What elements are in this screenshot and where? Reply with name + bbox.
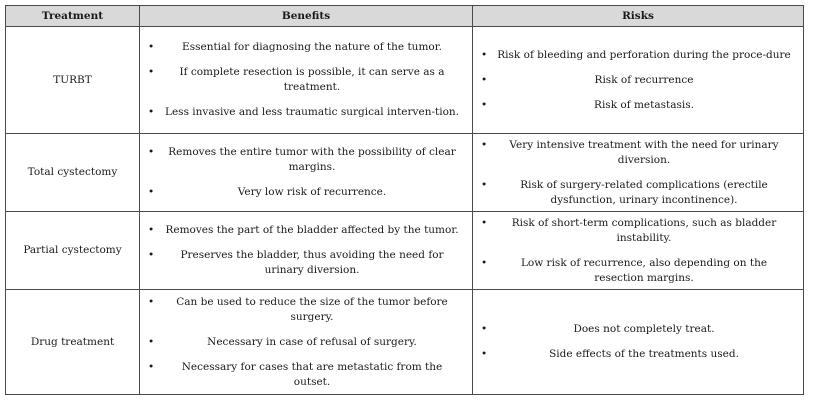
- risks-list: [481, 322, 795, 362]
- list-item: • Very low risk of recurrence.: [148, 185, 464, 200]
- list-item: • Necessary in case of refusal of surgery.: [148, 335, 464, 350]
- risks-cell: [473, 290, 804, 395]
- list-item: • Very intensive treatment with the need for urinary diversion.: [481, 138, 795, 168]
- benefits-cell: [140, 212, 473, 290]
- table-row: [6, 134, 804, 212]
- list-item: • Removes the part of the bladder affected by the tumor.: [148, 223, 464, 238]
- list-item: • If complete resection is possible, it can serve as a treatment.: [148, 65, 464, 95]
- list-item: • Risk of surgery-related complications (erectile dysfunction, urinary incontinence).: [481, 178, 795, 208]
- list-item: • Risk of bleeding and perforation during the proce-dure: [481, 48, 795, 63]
- list-item: • Essential for diagnosing the nature of the tumor.: [148, 40, 464, 55]
- treatment-cell: Total cystectomy: [6, 134, 140, 212]
- treatment-cell: Drug treatment: [6, 290, 140, 395]
- list-item: • Side effects of the treatments used.: [481, 347, 795, 362]
- risks-cell: [473, 134, 804, 212]
- risks-list: [481, 138, 795, 208]
- risks-cell: [473, 27, 804, 134]
- list-item: • Removes the entire tumor with the possibility of clear margins.: [148, 145, 464, 175]
- benefits-list: [148, 295, 464, 390]
- list-item: • Risk of metastasis.: [481, 98, 795, 113]
- table-row: [6, 27, 804, 134]
- benefits-list: [148, 40, 464, 120]
- header-treatment: Treatment: [6, 6, 140, 27]
- benefits-cell: [140, 27, 473, 134]
- list-item: • Less invasive and less traumatic surgical interven-tion.: [148, 105, 464, 120]
- list-item: • Risk of short-term complications, such as bladder instability.: [481, 216, 795, 246]
- table-row: [6, 212, 804, 290]
- risks-list: [481, 48, 795, 113]
- benefits-list: [148, 223, 464, 278]
- table-row: [6, 290, 804, 395]
- header-risks: Risks: [473, 6, 804, 27]
- list-item: • Does not completely treat.: [481, 322, 795, 337]
- treatment-cell: Partial cystectomy: [6, 212, 140, 290]
- list-item: • Preserves the bladder, thus avoiding the need for urinary diversion.: [148, 248, 464, 278]
- list-item: • Necessary for cases that are metastatic from the outset.: [148, 360, 464, 390]
- benefits-list: [148, 145, 464, 200]
- treatment-comparison-table: [5, 5, 804, 395]
- header-benefits: Benefits: [140, 6, 473, 27]
- benefits-cell: [140, 290, 473, 395]
- list-item: • Can be used to reduce the size of the tumor before surgery.: [148, 295, 464, 325]
- header-row: [6, 6, 804, 27]
- list-item: • Risk of recurrence: [481, 73, 795, 88]
- list-item: • Low risk of recurrence, also depending on the resection margins.: [481, 256, 795, 286]
- treatment-cell: TURBT: [6, 27, 140, 134]
- risks-cell: [473, 212, 804, 290]
- risks-list: [481, 216, 795, 286]
- benefits-cell: [140, 134, 473, 212]
